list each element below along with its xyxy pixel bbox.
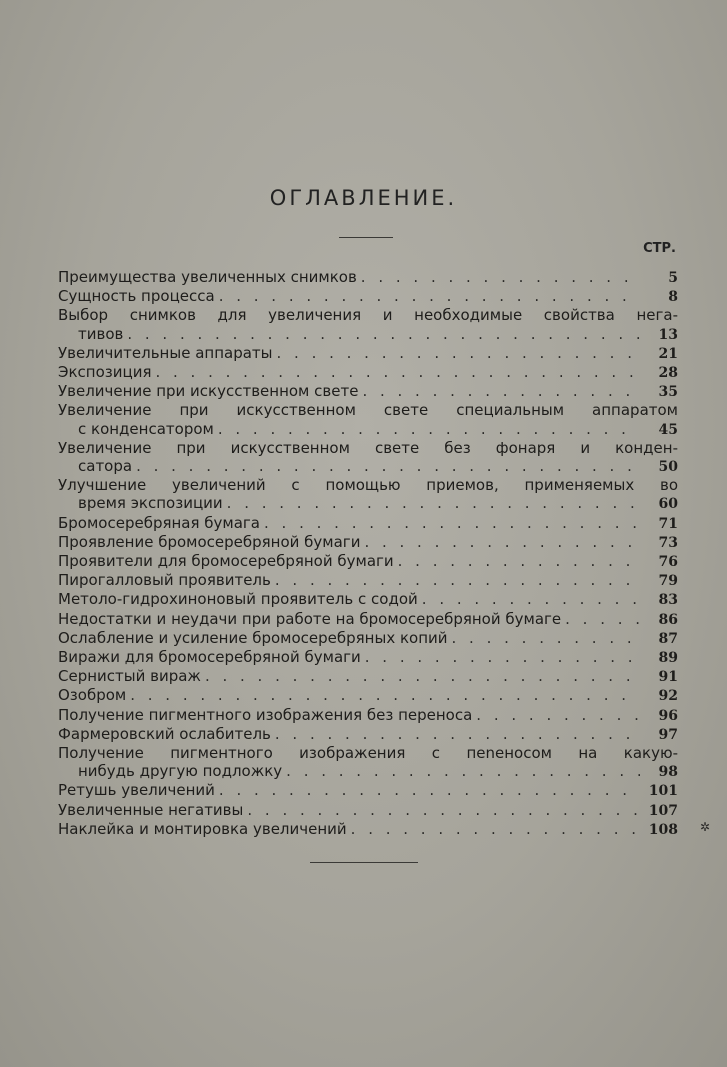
toc-entry-title: с конденсатором bbox=[78, 419, 214, 438]
toc-entry bbox=[58, 514, 678, 533]
toc-entry-line bbox=[58, 382, 678, 401]
toc-entry-title: Увеличительные аппараты bbox=[58, 343, 273, 362]
toc-entry-line bbox=[58, 401, 678, 419]
toc-page-number: 8 bbox=[668, 289, 678, 306]
toc-page-number: 107 bbox=[648, 802, 678, 819]
toc-entry-title: Метоло-гидрохиноновый проявитель с содой bbox=[58, 590, 418, 609]
toc-entry bbox=[58, 287, 678, 306]
toc-entry bbox=[58, 439, 678, 476]
title-divider bbox=[339, 237, 393, 238]
toc-entry-title: сатора bbox=[78, 457, 133, 476]
toc-entry-title: Наклейка и монтировка увеличений bbox=[58, 819, 347, 838]
toc-entry bbox=[58, 401, 678, 438]
dot-leader bbox=[219, 781, 640, 799]
toc-entry-line bbox=[58, 801, 678, 820]
toc-entry-title: Преимущества увеличенных снимков bbox=[58, 268, 357, 286]
toc-entry-line bbox=[58, 268, 678, 287]
toc-page-number: 28 bbox=[658, 365, 678, 382]
dot-leader bbox=[452, 629, 640, 647]
toc-page-number: 89 bbox=[658, 650, 678, 667]
toc-entry-line bbox=[58, 725, 678, 744]
toc-entry bbox=[58, 686, 678, 705]
toc-entry-title: Фармеровский ослабитель bbox=[58, 724, 271, 743]
toc-entry-title: Улучшение увеличений с помощью приемов, применяемых во bbox=[58, 476, 678, 495]
toc-page-number: 13 bbox=[658, 326, 678, 343]
toc-entry-line bbox=[58, 629, 678, 648]
toc-entry-line bbox=[58, 344, 678, 363]
dot-leader bbox=[565, 610, 640, 628]
toc-entry-title: Ретушь увеличений bbox=[58, 781, 215, 800]
toc-entry bbox=[58, 363, 678, 382]
toc-entry-line bbox=[58, 590, 678, 609]
table-of-contents bbox=[58, 268, 678, 839]
toc-entry-line bbox=[58, 306, 678, 324]
dot-leader bbox=[227, 494, 640, 512]
toc-entry-line bbox=[58, 648, 678, 667]
dot-leader bbox=[398, 552, 640, 570]
toc-page-number: 35 bbox=[658, 384, 678, 401]
toc-entry-title: Бромосеребряная бумага bbox=[58, 513, 261, 532]
toc-entry bbox=[58, 667, 678, 686]
toc-entry-title: Экспозиция bbox=[58, 363, 152, 382]
toc-page-number: 50 bbox=[658, 459, 678, 476]
toc-entry-line bbox=[58, 325, 678, 344]
toc-entry-line bbox=[58, 494, 678, 513]
toc-entry bbox=[58, 590, 678, 609]
toc-entry-title: тивов bbox=[78, 324, 124, 343]
toc-page-number: 86 bbox=[658, 611, 678, 628]
dot-leader bbox=[155, 363, 640, 381]
toc-entry bbox=[58, 820, 678, 839]
toc-entry bbox=[58, 306, 678, 343]
toc-entry bbox=[58, 344, 678, 363]
toc-page-number: 73 bbox=[658, 534, 678, 551]
toc-entry-line bbox=[58, 552, 678, 571]
toc-page-number: 97 bbox=[658, 726, 678, 743]
toc-entry-line bbox=[58, 363, 678, 382]
toc-entry-title: Увеличение при искусственном свете специальным аппаратом bbox=[58, 401, 678, 420]
toc-entry-title: Проявление бромосеребряной бумаги bbox=[58, 532, 361, 551]
dot-leader bbox=[127, 325, 640, 343]
dot-leader bbox=[362, 382, 640, 400]
toc-entry bbox=[58, 706, 678, 725]
dot-leader bbox=[205, 667, 640, 685]
toc-entry-line bbox=[58, 744, 678, 762]
toc-entry bbox=[58, 571, 678, 590]
toc-entry-line bbox=[58, 610, 678, 629]
dot-leader bbox=[476, 706, 640, 724]
toc-entry-line bbox=[58, 420, 678, 439]
toc-entry bbox=[58, 648, 678, 667]
toc-entry-title: Пирогалловый проявитель bbox=[58, 571, 271, 590]
toc-entry bbox=[58, 533, 678, 552]
toc-page-number: 45 bbox=[658, 421, 678, 438]
toc-entry-line bbox=[58, 287, 678, 306]
dot-leader bbox=[275, 571, 640, 589]
toc-entry bbox=[58, 382, 678, 401]
dot-leader bbox=[218, 420, 640, 438]
dot-leader bbox=[130, 686, 640, 704]
toc-entry bbox=[58, 744, 678, 781]
toc-entry-line bbox=[58, 667, 678, 686]
dot-leader bbox=[219, 287, 640, 305]
toc-entry-title: Получение пигментного изображения без переноса bbox=[58, 705, 473, 724]
toc-page-number: 101 bbox=[648, 783, 678, 800]
toc-entry-title: нибудь другую подложку bbox=[78, 762, 283, 781]
dot-leader bbox=[365, 648, 640, 666]
toc-page-number: 5 bbox=[668, 270, 678, 286]
toc-entry-title: Проявители для бромосеребряной бумаги bbox=[58, 552, 394, 571]
bottom-divider bbox=[310, 862, 418, 863]
toc-entry-line bbox=[58, 514, 678, 533]
dot-leader bbox=[277, 344, 641, 362]
toc-page-number: 76 bbox=[658, 554, 678, 571]
toc-entry-title: Озобром bbox=[58, 686, 127, 705]
toc-entry-line bbox=[58, 762, 678, 781]
toc-page-number: 91 bbox=[658, 669, 678, 686]
toc-page-number: 108 bbox=[648, 821, 678, 838]
dot-leader bbox=[247, 801, 640, 819]
ink-mark-icon: ✲ bbox=[700, 820, 711, 834]
toc-entry-title: Виражи для бромосеребряной бумаги bbox=[58, 648, 361, 667]
toc-entry bbox=[58, 629, 678, 648]
toc-entry-line bbox=[58, 706, 678, 725]
toc-entry-line bbox=[58, 533, 678, 552]
toc-entry bbox=[58, 801, 678, 820]
toc-entry-line bbox=[58, 571, 678, 590]
toc-page-number: 21 bbox=[658, 345, 678, 362]
toc-entry-title: Увеличение при искусственном свете без фонаря и конден- bbox=[58, 438, 678, 457]
page-title: ОГЛАВЛЕНИЕ. bbox=[269, 186, 458, 210]
toc-entry bbox=[58, 552, 678, 571]
toc-entry-title: Получение пигментного изображения с пеneносом на какую- bbox=[58, 744, 678, 763]
dot-leader bbox=[361, 268, 640, 286]
toc-entry bbox=[58, 476, 678, 513]
dot-leader bbox=[286, 762, 640, 780]
dot-leader bbox=[422, 590, 640, 608]
toc-entry bbox=[58, 610, 678, 629]
dot-leader bbox=[364, 533, 640, 551]
toc-page-number: 96 bbox=[658, 707, 678, 724]
dot-leader bbox=[264, 514, 640, 532]
toc-entry-line bbox=[58, 457, 678, 476]
toc-entry-line bbox=[58, 781, 678, 800]
toc-entry-title: Увеличенные негативы bbox=[58, 800, 244, 819]
toc-page-number: 87 bbox=[658, 630, 678, 647]
toc-entry-title: Недостатки и неудачи при работе на бромосеребряной бумаге bbox=[58, 609, 562, 628]
toc-entry-title: Выбор снимков для увеличения и необходимые свойства нега- bbox=[58, 306, 678, 325]
toc-entry-line bbox=[58, 439, 678, 457]
toc-page-number: 83 bbox=[658, 592, 678, 609]
toc-entry bbox=[58, 781, 678, 800]
toc-entry-line bbox=[58, 820, 678, 839]
dot-leader bbox=[351, 820, 640, 838]
toc-entry-line bbox=[58, 476, 678, 494]
dot-leader bbox=[275, 725, 640, 743]
toc-entry bbox=[58, 725, 678, 744]
toc-page-number: 92 bbox=[658, 688, 678, 705]
toc-page-number: 60 bbox=[658, 496, 678, 513]
toc-page-number: 98 bbox=[658, 764, 678, 781]
toc-entry-title: Ослабление и усиление бромосеребряных копий bbox=[58, 628, 448, 647]
toc-page-number: 79 bbox=[658, 573, 678, 590]
toc-entry-title: Увеличение при искусственном свете bbox=[58, 382, 359, 401]
toc-page-number: 71 bbox=[658, 515, 678, 532]
toc-entry-line bbox=[58, 686, 678, 705]
toc-entry bbox=[58, 268, 678, 287]
dot-leader bbox=[136, 457, 640, 475]
page-column-label: СТР. bbox=[643, 241, 676, 256]
toc-entry-title: Сернистый вираж bbox=[58, 667, 201, 686]
toc-entry-title: время экспозиции bbox=[78, 494, 223, 513]
toc-entry-title: Сущность процесса bbox=[58, 287, 215, 306]
